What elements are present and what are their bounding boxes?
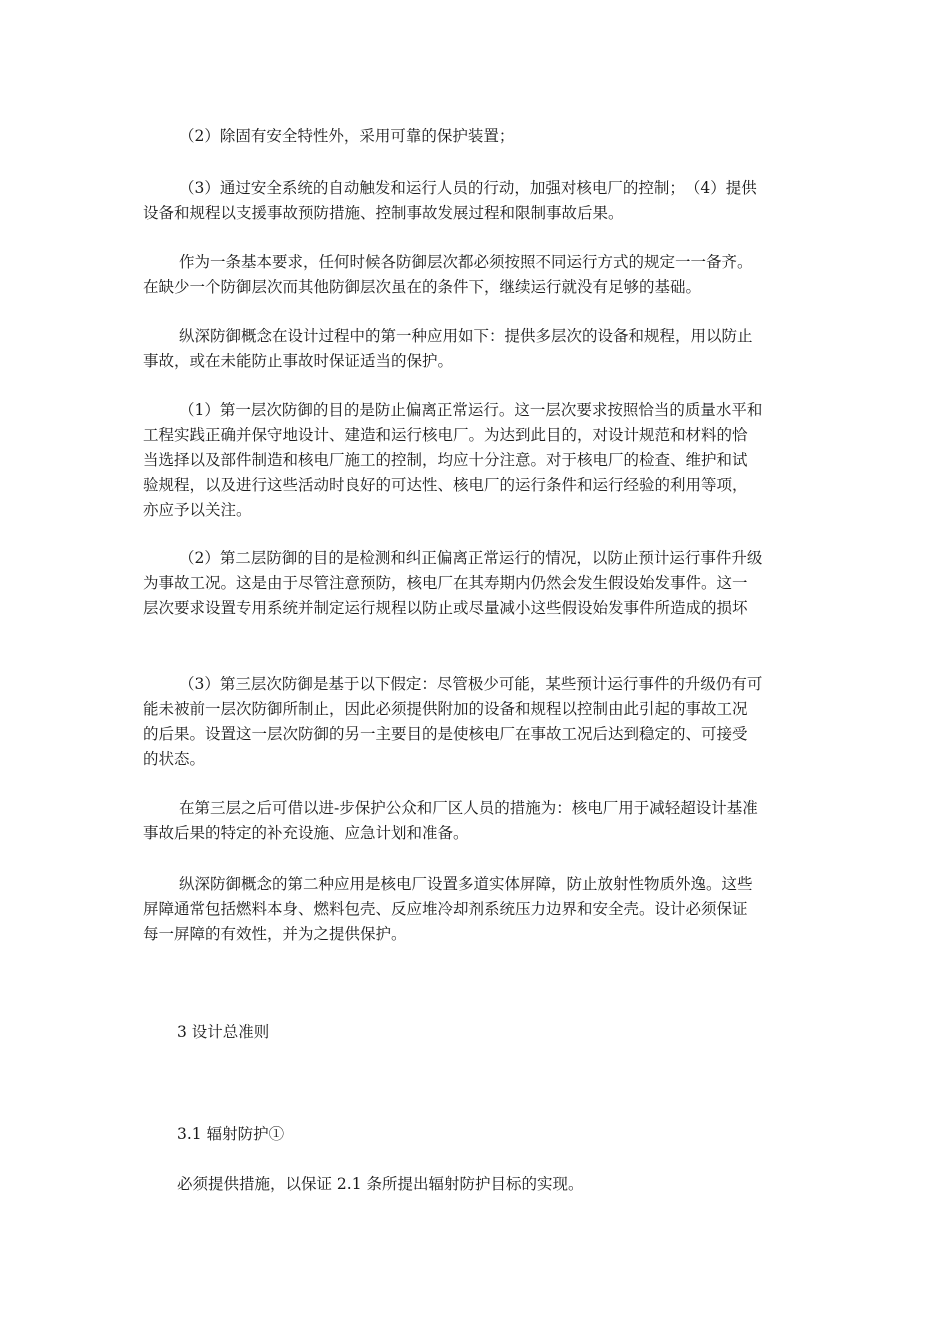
text-line: （3）通过安全系统的自动触发和运行人员的行动，加强对核电厂的控制； （4）提供 xyxy=(179,179,757,197)
text-line: 亦应予以关注。 xyxy=(143,501,252,519)
text-line: 层次要求设置专用系统并制定运行规程以防止或尽量减小这些假设始发事件所造成的损坏 xyxy=(143,599,748,617)
text-line: 当选择以及部件制造和核电厂施工的控制，均应十分注意。对于核电厂的检查、维护和试 xyxy=(143,451,748,469)
paragraph-second-level-defense xyxy=(143,546,807,621)
paragraph-basic-requirement xyxy=(143,250,807,300)
text-line: 纵深防御概念在设计过程中的第一种应用如下：提供多层次的设备和规程，用以防止 xyxy=(179,327,753,345)
text-line: （2）除固有安全特性外，采用可靠的保护装置； xyxy=(179,127,515,145)
paragraph-first-application xyxy=(143,324,807,374)
paragraph-second-application xyxy=(143,872,807,947)
text-line: 的状态。 xyxy=(143,750,206,768)
text-line: 验规程，以及进行这些活动时良好的可达性、核电厂的运行条件和运行经验的利用等项， xyxy=(143,476,748,494)
text-line: 事故，或在未能防止事故时保证适当的保护。 xyxy=(143,352,454,370)
paragraph-automatic-trigger xyxy=(143,176,807,226)
text-line: 工程实践正确并保守地设计、建造和运行核电厂。为达到此目的，对设计规范和材料的恰 xyxy=(143,426,748,444)
paragraph-safety-device xyxy=(143,124,807,149)
paragraph-third-level-defense xyxy=(143,672,807,772)
text-line: 每一屏障的有效性，并为之提供保护。 xyxy=(143,925,407,943)
subsection-heading: 3.1 辐射防护① xyxy=(177,1125,285,1143)
text-line: 能未被前一层次防御所制止，因此必须提供附加的设备和规程以控制由此引起的事故工况 xyxy=(143,700,748,718)
text-line: 的后果。设置这一层次防御的另一主要目的是使核电厂在事故工况后达到稳定的、可接受 xyxy=(143,725,748,743)
text-line: 在第三层之后可借以进-步保护公众和厂区人员的措施为：核电厂用于减轻超设计基准 xyxy=(179,799,758,817)
text-line: 设备和规程以支援事故预防措施、控制事故发展过程和限制事故后果。 xyxy=(143,204,624,222)
text-line: 屏障通常包括燃料本身、燃料包壳、反应堆冷却剂系统压力边界和安全壳。设计必须保证 xyxy=(143,900,748,918)
text-line: 作为一条基本要求，任何时候各防御层次都必须按照不同运行方式的规定一一备齐。 xyxy=(179,253,753,271)
text-line: 事故后果的特定的补充设施、应急计划和准备。 xyxy=(143,824,469,842)
text-line: 在缺少一个防御层次而其他防御层次虽在的条件下，继续运行就没有足够的基础。 xyxy=(143,278,702,296)
text-line: 为事故工况。这是由于尽管注意预防，核电厂在其寿期内仍然会发生假设始发事件。这一 xyxy=(143,574,748,592)
text-line: （3）第三层次防御是基于以下假定：尽管极少可能，某些预计运行事件的升级仍有可 xyxy=(179,675,763,693)
subsection-body: 必须提供措施，以保证 2.1 条所提出辐射防护目标的实现。 xyxy=(177,1175,584,1193)
text-line: （1）第一层次防御的目的是防止偏离正常运行。这一层次要求按照恰当的质量水平和 xyxy=(179,401,763,419)
text-line: （2）第二层防御的目的是检测和纠正偏离正常运行的情况，以防止预计运行事件升级 xyxy=(179,549,763,567)
text-line: 纵深防御概念的第二种应用是核电厂设置多道实体屏障，防止放射性物质外逸。这些 xyxy=(179,875,753,893)
paragraph-first-level-defense xyxy=(143,398,807,523)
section-heading: 3 设计总准则 xyxy=(177,1023,270,1041)
paragraph-after-third-level xyxy=(143,796,807,846)
